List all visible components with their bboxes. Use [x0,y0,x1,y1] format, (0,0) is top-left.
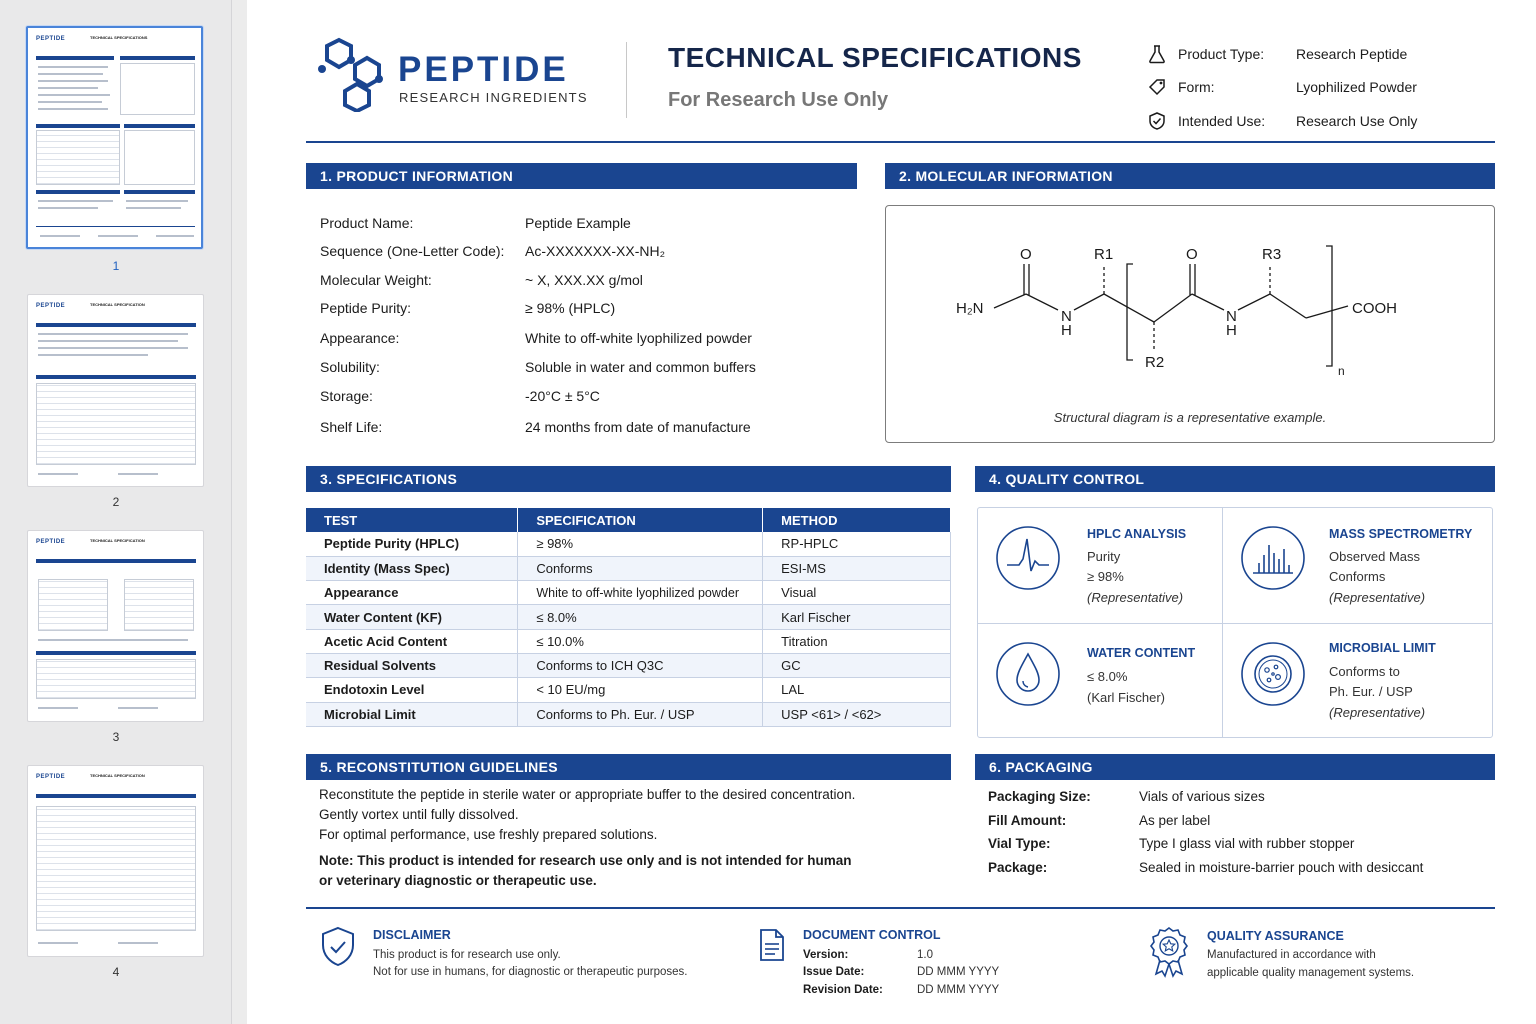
document-subtitle: For Research Use Only [668,89,889,111]
column-header-specification: SPECIFICATION [518,508,763,532]
product-label: Product Name: [320,215,414,231]
research-use-note-cont: or veterinary diagnostic or therapeutic use. [319,873,597,888]
table-row: Appearance White to off-white lyophilized powder Visual [306,581,951,605]
page-thumbnail-3[interactable]: PEPTIDE TECHNICAL SPECIFICATION [27,530,204,722]
thumbnail-sidebar [0,0,232,1024]
packaging-value: As per label [1139,813,1211,828]
section-heading-reconstitution: 5. RECONSTITUTION GUIDELINES [306,754,951,780]
document-title: TECHNICAL SPECIFICATIONS [668,42,1082,73]
packaging-label: Vial Type: [988,836,1051,851]
product-value: White to off-white lyophilized powder [525,330,752,346]
table-row: Endotoxin Level < 10 EU/mg LAL [306,678,951,702]
packaging-value: Vials of various sizes [1139,789,1265,804]
document-icon [759,928,785,962]
page-thumbnail-4[interactable]: PEPTIDE TECHNICAL SPECIFICATION [27,765,204,957]
packaging-label: Packaging Size: [988,789,1091,804]
packaging-value: Sealed in moisture-barrier pouch with desiccant [1139,860,1424,875]
molecular-structure-box [885,205,1495,443]
tag-icon [1147,77,1167,97]
footer-quality-assurance-title: QUALITY ASSURANCE [1207,929,1344,943]
mol-label-h2n: H₂N [956,300,984,317]
section-heading-molecular-info: 2. MOLECULAR INFORMATION [885,163,1495,189]
water-drop-icon [995,641,1061,707]
reconstitution-line: For optimal performance, use freshly prepared solutions. [319,827,658,842]
product-label: Peptide Purity: [320,300,412,316]
product-label: Sequence (One-Letter Code): [320,243,505,259]
chromatogram-icon [995,525,1061,591]
table-row: Peptide Purity (HPLC) ≥ 98% RP-HPLC [306,532,951,556]
mol-label-h2: H [1226,322,1237,339]
product-value: 24 months from date of manufacture [525,419,751,435]
specifications-table [306,508,951,727]
petri-dish-icon [1240,641,1306,707]
table-row: Microbial Limit Conforms to Ph. Eur. / USP USP <61> / <62> [306,702,951,726]
column-header-test: TEST [306,508,518,532]
reconstitution-line: Gently vortex until fully dissolved. [319,807,519,822]
hexagon-logo-icon [317,36,389,112]
meta-form: Form: Lyophilized Powder [1147,75,1167,99]
qc-cell-mass-spec: MASS SPECTROMETRY Observed Mass Conforms (Representative) [1223,508,1467,623]
meta-intended-use: Intended Use: Research Use Only [1147,109,1167,133]
product-label: Appearance: [320,330,400,346]
doc-control-label: Revision Date: [803,984,883,996]
mol-label-r2: R2 [1145,354,1165,371]
packaging-label: Package: [988,860,1048,875]
product-value: Peptide Example [525,215,631,231]
doc-control-label: Version: [803,949,849,961]
flask-icon [1147,44,1167,64]
peptide-structure-diagram [886,206,1494,406]
doc-control-value: DD MMM YYYY [917,966,1000,978]
footer-disclaimer-line: Not for use in humans, for diagnostic or therapeutic purposes. [373,966,688,978]
section-heading-packaging: 6. PACKAGING [975,754,1495,780]
table-row: Acetic Acid Content ≤ 10.0% Titration [306,629,951,653]
product-value: Soluble in water and common buffers [525,359,756,375]
award-ribbon-icon [1149,926,1189,978]
product-label: Molecular Weight: [320,272,432,288]
table-row: Water Content (KF) ≤ 8.0% Karl Fischer [306,605,951,629]
mol-label-n1: N [1061,308,1072,325]
qc-cell-water-content: WATER CONTENT ≤ 8.0% (Karl Fischer) [978,624,1222,739]
thumbnail-number-2: 2 [112,495,120,509]
mol-label-h1: H [1061,322,1072,339]
research-use-note: Note: This product is intended for research use only and is not intended for human [319,853,852,868]
section-heading-quality-control: 4. QUALITY CONTROL [975,466,1495,492]
packaging-value: Type I glass vial with rubber stopper [1139,836,1355,851]
meta-product-type: Product Type: Research Peptide [1147,42,1167,66]
qc-cell-hplc: HPLC ANALYSIS Purity ≥ 98% (Representative) [978,508,1222,623]
table-header-row [306,508,951,532]
mini-title: TECHNICAL SPECIFICATIONS [90,35,148,40]
packaging-label: Fill Amount: [988,813,1067,828]
mol-label-n2: N [1226,308,1237,325]
doc-control-value: 1.0 [917,949,933,961]
page-thumbnail-1[interactable] [26,26,203,249]
product-value: ~ X, XXX.XX g/mol [525,272,643,288]
mol-label-r3: R3 [1262,246,1282,263]
mol-label-o2: O [1186,246,1198,263]
product-label: Solubility: [320,359,380,375]
section-heading-product-info: 1. PRODUCT INFORMATION [306,163,857,189]
product-value: Ac-XXXXXXX-XX-NH₂ [525,243,666,259]
footer-qa-line: Manufactured in accordance with [1207,949,1376,961]
mol-label-cooh: COOH [1352,300,1397,317]
footer-disclaimer-line: This product is for research use only. [373,949,561,961]
product-label: Shelf Life: [320,419,383,435]
thumbnail-number-3: 3 [112,730,120,744]
logo-wordmark: PEPTIDE [398,50,569,89]
reconstitution-line: Reconstitute the peptide in sterile water or appropriate buffer to the desired concentration. [319,787,856,802]
mass-spectrum-icon [1240,525,1306,591]
product-value: -20°C ± 5°C [525,388,600,404]
mol-label-o1: O [1020,246,1032,263]
doc-control-value: DD MMM YYYY [917,984,1000,996]
qc-cell-microbial-limit: MICROBIAL LIMIT Conforms to Ph. Eur. / USP (Representative) [1223,624,1467,739]
shield-check-icon [320,926,356,968]
header-rule [306,141,1495,143]
footer-rule [306,907,1495,909]
structure-caption: Structural diagram is a representative example. [1053,410,1327,425]
doc-control-label: Issue Date: [803,966,865,978]
section-heading-specifications: 3. SPECIFICATIONS [306,466,951,492]
mol-label-n-subscript: n [1338,364,1345,378]
mini-logo: PEPTIDE [36,36,66,42]
shield-check-icon [1147,111,1167,131]
page-thumbnail-2[interactable]: PEPTIDE TECHNICAL SPECIFICATION [27,294,204,487]
header-divider [626,42,627,118]
footer-disclaimer-title: DISCLAIMER [373,928,451,942]
table-row: Residual Solvents Conforms to ICH Q3C GC [306,653,951,677]
product-label: Storage: [320,388,373,404]
logo-subtitle: RESEARCH INGREDIENTS [399,90,588,105]
thumbnail-number-1: 1 [112,259,120,273]
table-row: Identity (Mass Spec) Conforms ESI-MS [306,556,951,580]
column-header-method: METHOD [763,508,951,532]
quality-control-grid [977,507,1493,738]
thumbnail-number-4: 4 [112,965,120,979]
footer-document-control-title: DOCUMENT CONTROL [803,928,941,942]
footer-qa-line: applicable quality management systems. [1207,967,1415,979]
document-page [247,0,1536,1024]
product-value: ≥ 98% (HPLC) [525,300,616,316]
mol-label-r1: R1 [1094,246,1114,263]
